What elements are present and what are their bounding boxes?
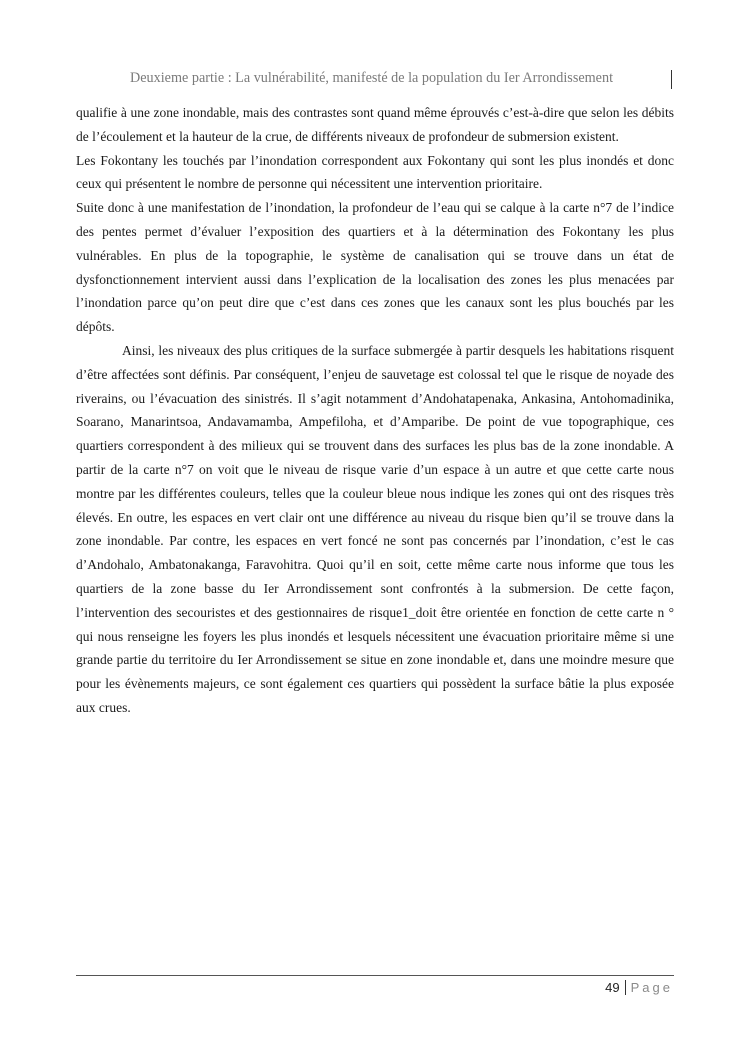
footer-divider bbox=[76, 975, 674, 976]
running-header bbox=[0, 70, 745, 92]
page-number: 49 bbox=[605, 980, 620, 995]
paragraph-4: Ainsi, les niveaux des plus critiques de la surface submergée à partir desquels les habitations risquent d’être affectées sont définis. Par conséquent, l’enjeu de sauvetage est colossal tel que le risque de noyade des riverains, ou l’évacuation des sinistrés. Il s’agit notamment d’Andohatapenaka, Ankasina, Antohomadinika, Soarano, Manarintsoa, Andavamamba, Ampefiloha, et d’Amparibe. De point de vue topographique, ces quartiers correspondent à des milieux qui se trouvent dans des surfaces les plus bas de la zone inondable. A partir de la carte n°7 on voit que le niveau de risque varie d’un espace à un autre et que cette carte nous montre par les différentes couleurs, telles que la couleur bleue nous indique les zones qui ont des risques très élevés. En outre, les espaces en vert clair ont une différence au niveau du risque bien qu’il se trouve dans la zone inondable. Par contre, les espaces en vert foncé ne sont pas concernés par l’inondation, c’est le cas d’Andohalo, Ambatonakanga, Faravohitra. Quoi qu’il en soit, cette même carte nous informe que tous les quartiers de la zone basse du Ier Arrondissement sont confrontés à la submersion. De cette façon, l’intervention des secouristes et des gestionnaires de risque1_doit être orientée en fonction de cette carte n ° qui nous renseigne les foyers les plus inondés et lesquels nécessitent une évacuation prioritaire même si une grande partie du territoire du Ier Arrondissement se situe en zone inondable et, dans une moindre mesure que pour les évènements majeurs, ce sont également ces quartiers qui possèdent la surface bâtie la plus exposée aux crues. bbox=[76, 342, 674, 715]
header-divider bbox=[671, 70, 672, 89]
page-footer bbox=[605, 980, 673, 995]
document-body bbox=[76, 101, 674, 720]
paragraph-1: qualifie à une zone inondable, mais des contrastes sont quand même éprouvés c’est-à-dire que selon les débits de l’écoulement et la hauteur de la crue, de différents niveaux de profondeur de submersion existent. bbox=[76, 105, 674, 144]
paragraph-3: Suite donc à une manifestation de l’inondation, la profondeur de l’eau qui se calque à la carte n°7 de l’indice des pentes permet d’évaluer l’exposition des quartiers et à la détermination des Fokontany les plus vulnérables. En plus de la topographie, le système de canalisation qui se trouve dans un état de dysfonctionnement intervient aussi dans l’explication de la localisation des zones les plus menacées par l’inondation parce qu’on peut dire que c’est dans ces zones que les canaux sont les plus bouchés par les dépôts. bbox=[76, 200, 674, 335]
paragraph-2: Les Fokontany les touchés par l’inondation correspondent aux Fokontany qui sont les plus inondés et donc ceux qui présentent le nombre de personne qui nécessitent une intervention prioritaire. bbox=[76, 152, 674, 192]
page-label: Page bbox=[630, 980, 673, 995]
header-title: Deuxieme partie : La vulnérabilité, manifesté de la population du Ier Arrondissement bbox=[130, 70, 614, 86]
footer-separator bbox=[625, 980, 626, 995]
